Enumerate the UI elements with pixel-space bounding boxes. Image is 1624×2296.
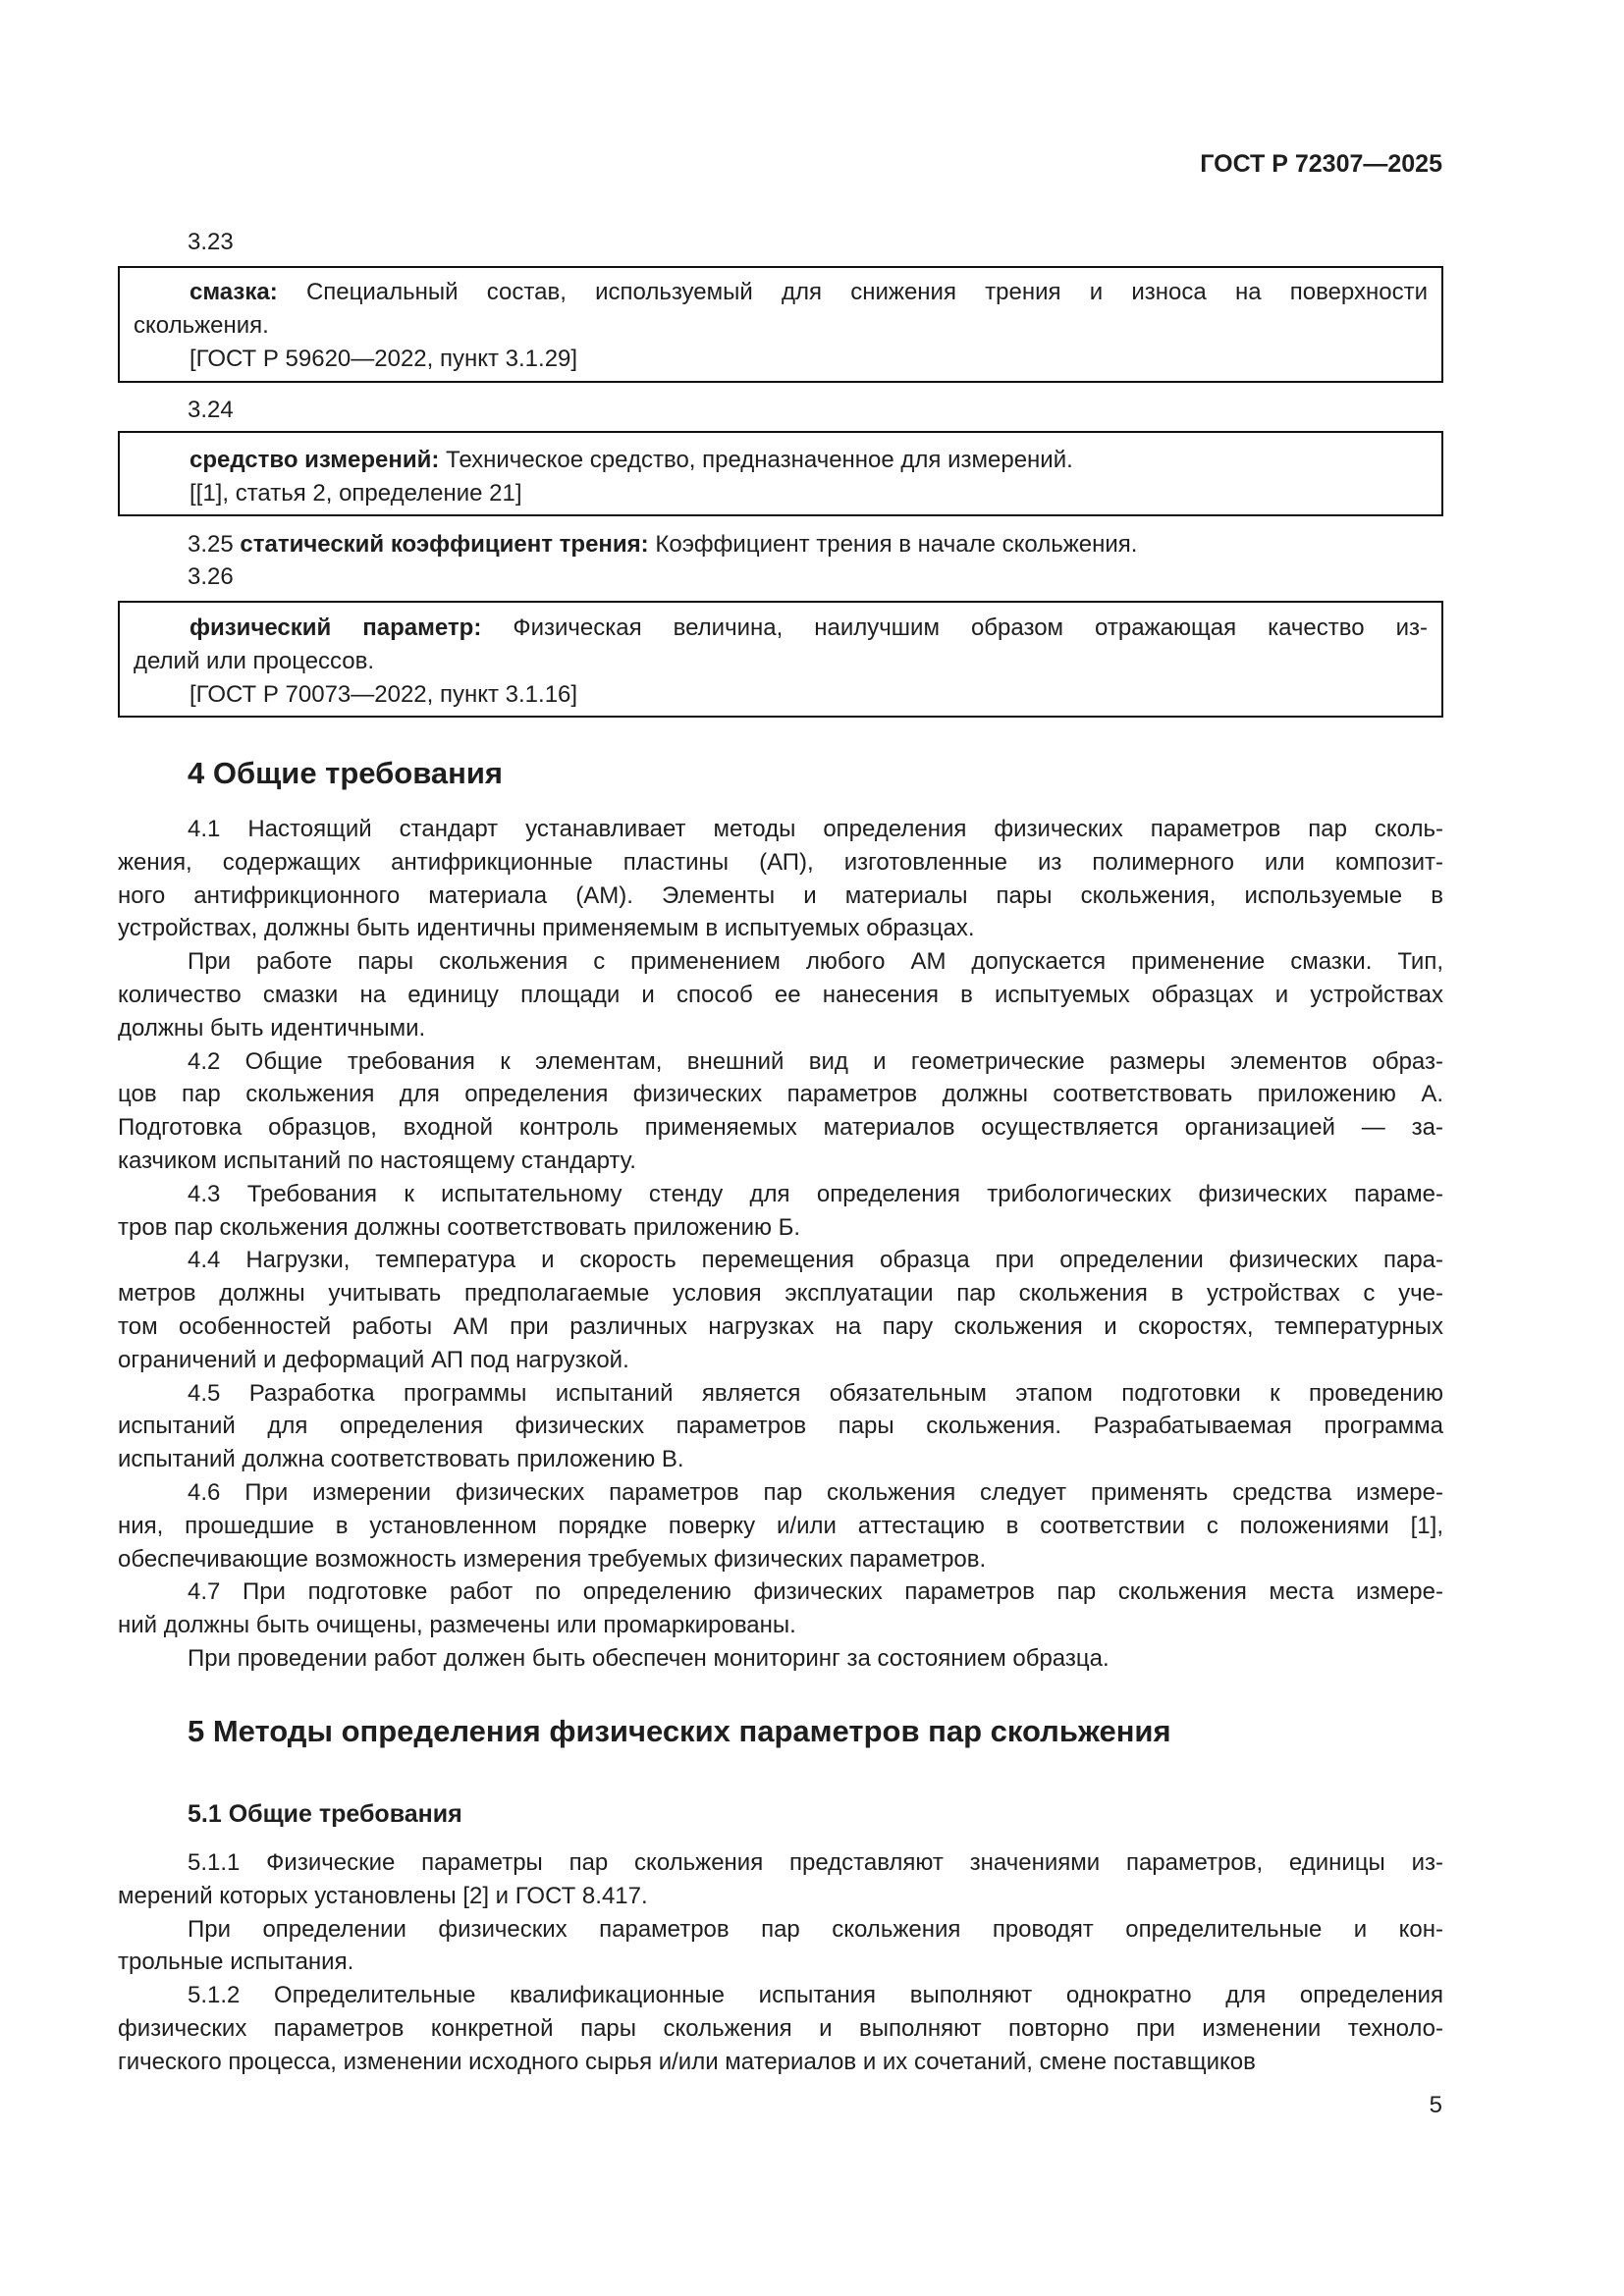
source-reference: [[1], статья 2, определение 21]: [189, 479, 522, 507]
paragraph: [118, 1476, 1443, 1575]
paragraph: [118, 1244, 1443, 1376]
term: смазка:: [189, 279, 278, 305]
definition-line: [134, 343, 1428, 376]
term-definition: Коэффициент трения в начале скольжения.: [655, 531, 1138, 558]
section-body: [118, 813, 1443, 1676]
text-line: При определении физических параметров пар скольжения проводят определительные и кон-: [188, 1915, 1443, 1943]
paragraph: [118, 1377, 1443, 1476]
source-reference: [ГОСТ Р 70073—2022, пункт 3.1.16]: [189, 680, 578, 708]
term: статический коэффициент трения:: [240, 531, 649, 558]
page-number: 5: [1429, 2092, 1442, 2118]
text-line: мерений которых установлены [2] и ГОСТ 8.417.: [118, 1882, 648, 1909]
text-line: цов пар скольжения для определения физических параметров должны соответствовать приложению А.: [118, 1081, 1443, 1108]
term-number: 3.24: [188, 397, 234, 423]
text-line: 4.6 При измерении физических параметров пар скольжения следует применять средства измере-: [188, 1478, 1443, 1506]
definition-box: [118, 266, 1443, 383]
definition-text: Физическая величина, наилучшим образом отражающая качество из-: [513, 614, 1428, 641]
text-line: жения, содержащих антифрикционные пластины (АП), изготовленные из полимерного или композит-: [118, 848, 1443, 876]
definition-text: Техническое средство, предназначенное для измерений.: [446, 447, 1073, 473]
definition-box: [118, 431, 1443, 516]
section-heading: 4 Общие требования: [188, 756, 503, 790]
text-line: При работе пары скольжения с применением любого АМ допускается применение смазки. Тип,: [188, 948, 1443, 976]
definition-line: [134, 276, 1428, 309]
definition-line: [134, 477, 1428, 510]
definition-text: Специальный состав, используемый для снижения трения и износа на поверхности: [305, 279, 1429, 305]
text-line: трольные испытания.: [118, 1949, 354, 1976]
text-line: должны быть идентичными.: [118, 1014, 426, 1041]
text-line: 5.1.2 Определительные квалификационные испытания выполняют однократно для определения: [188, 1982, 1443, 2009]
paragraph: [118, 1575, 1443, 1642]
definition-line: [134, 309, 1428, 343]
paragraph: [118, 813, 1443, 945]
term-number: 3.23: [188, 229, 234, 255]
text-line: ного антифрикционного материала (АМ). Элементы и материалы пары скольжения, используемые в: [118, 881, 1443, 909]
text-line: ограничений и деформаций АП под нагрузкой.: [118, 1346, 629, 1373]
text-line: ний должны быть очищены, размечены или промаркированы.: [118, 1612, 796, 1639]
text-line: ния, прошедшие в установленном порядке поверку и/или аттестацию в соответствии с положениями [1],: [118, 1512, 1443, 1539]
definition-line: [134, 612, 1428, 645]
text-line: том особенностей работы АМ при различных нагрузках на пару скольжения и скоростях, температурных: [118, 1312, 1443, 1340]
text-line: 4.1 Настоящий стандарт устанавливает методы определения физических параметров пар сколь-: [188, 816, 1443, 842]
text-line: 4.2 Общие требования к элементам, внешний вид и геометрические размеры элементов образ-: [188, 1047, 1443, 1075]
text-line: устройствах, должны быть идентичны применяемым в испытуемых образцах.: [118, 915, 975, 942]
text-line: Подготовка образцов, входной контроль применяемых материалов осуществляется организацией — за-: [118, 1114, 1443, 1142]
paragraph: [118, 1642, 1443, 1676]
text-line: количество смазки на единицу площади и способ ее нанесения в испытуемых образцах и устройствах: [118, 981, 1443, 1008]
text-line: 4.4 Нагрузки, температура и скорость перемещения образца при определении физических пара-: [188, 1247, 1443, 1274]
term-number: 3.25: [188, 531, 234, 558]
definition-line: [134, 678, 1428, 712]
paragraph: [118, 1846, 1443, 1913]
term: физический параметр:: [189, 614, 482, 641]
text-line: 4.3 Требования к испытательному стенду для определения трибологических физических параме-: [188, 1180, 1443, 1207]
text-line: гического процесса, изменении исходного сырья и/или материалов и их сочетаний, смене поставщиков: [118, 2048, 1256, 2075]
paragraph: [118, 1178, 1443, 1245]
text-line: 5.1.1 Физические параметры пар скольжения представляют значениями параметров, единицы из-: [188, 1849, 1443, 1876]
text-line: казчиком испытаний по настоящему стандарту.: [118, 1147, 636, 1174]
text-line: тров пар скольжения должны соответствовать приложению Б.: [118, 1213, 801, 1241]
definition-line: [134, 444, 1428, 477]
document-code-header: ГОСТ Р 72307—2025: [1200, 150, 1442, 178]
definition-text: делий или процессов.: [134, 647, 375, 674]
term-number: 3.26: [188, 563, 234, 590]
text-line: 4.7 При подготовке работ по определению физических параметров пар скольжения места измере-: [188, 1578, 1443, 1606]
text-line: физических параметров конкретной пары скольжения и выполняют повторно при изменении техноло-: [118, 2014, 1443, 2042]
section-body: [118, 1846, 1443, 2079]
paragraph: [118, 1045, 1443, 1178]
definition-line: [134, 645, 1428, 678]
paragraph: [118, 1979, 1443, 2078]
text-line: 4.5 Разработка программы испытаний является обязательным этапом подготовки к проведению: [188, 1379, 1443, 1407]
text-line: При проведении работ должен быть обеспечен мониторинг за состоянием образца.: [188, 1644, 1110, 1672]
paragraph: [118, 945, 1443, 1044]
section-heading: 5 Методы определения физических параметров пар скольжения: [188, 1714, 1171, 1748]
term: средство измерений:: [189, 447, 440, 473]
text-line: испытаний для определения физических параметров пары скольжения. Разрабатываемая программа: [118, 1413, 1443, 1440]
definition-box: [118, 601, 1443, 718]
definition-text: скольжения.: [134, 311, 269, 339]
text-line: испытаний должна соответствовать приложению В.: [118, 1446, 684, 1473]
source-reference: [ГОСТ Р 59620—2022, пункт 3.1.29]: [189, 345, 578, 372]
paragraph: [118, 1913, 1443, 1980]
definition-inline: [188, 528, 1137, 561]
text-line: метров должны учитывать предполагаемые условия эксплуатации пар скольжения в устройствах с уче-: [118, 1280, 1443, 1308]
text-line: обеспечивающие возможность измерения требуемых физических параметров.: [118, 1545, 987, 1573]
subsection-heading: 5.1 Общие требования: [188, 1800, 462, 1828]
